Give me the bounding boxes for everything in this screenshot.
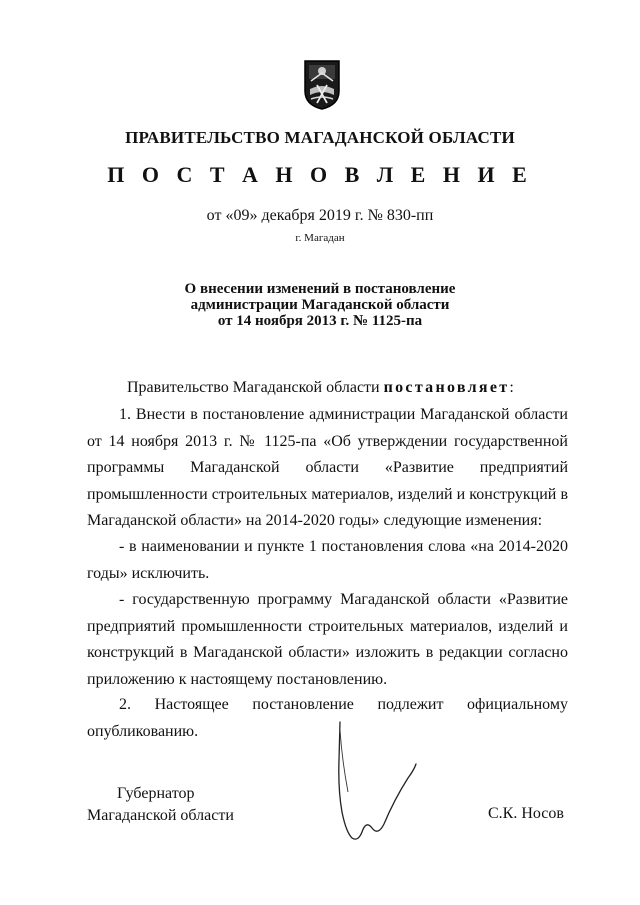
signatory-role-line: Магаданской области [87,807,234,824]
handwritten-signature [328,720,428,850]
paragraph-2: - в наименовании и пункте 1 постановления слова «на 2014-2020 годы» исключить. [87,538,568,582]
document-city: г. Магадан [295,232,345,244]
signatory-name: С.К. Носов [488,805,564,822]
paragraph-4: 2. Настоящее постановление подлежит официальному опубликованию. [87,696,568,740]
intro-suffix: : [509,379,514,396]
paragraph-1: 1. Внести в постановление администрации Магаданской области от 14 ноября 2013 г. № 1125-па «Об утверждении государственной программы Магаданской области «Развитие предприятий промышленности строительных материалов, изделий и конструкций в Магаданской области» на 2014-2020 годы» следующие изменения: [87,406,568,529]
subject-line: от 14 ноября 2013 г. № 1125-па [217,313,423,329]
intro-verb: постановляет [383,379,510,396]
intro-line [87,375,568,402]
intro-prefix: Правительство Магаданской области [127,379,384,396]
government-title: ПРАВИТЕЛЬСТВО МАГАДАНСКОЙ ОБЛАСТИ [125,128,515,147]
subject-line: администрации Магаданской области [190,297,450,313]
signatory-role [87,783,234,827]
subject-line: О внесении изменений в постановление [184,281,456,297]
document-subject [0,281,640,329]
paragraph-3: - государственную программу Магаданской области «Развитие предприятий промышленности строительных материалов, изделий и конструкций в Магаданской области» изложить в редакции согласно приложению к настоящему постановлению. [87,591,568,688]
document-type: П О С Т А Н О В Л Е Н И Е [107,162,533,187]
coat-of-arms-icon [303,59,341,111]
document-date-number: от «09» декабря 2019 г. № 830-пп [206,207,434,224]
signatory-role-line: Губернатор [117,785,195,802]
